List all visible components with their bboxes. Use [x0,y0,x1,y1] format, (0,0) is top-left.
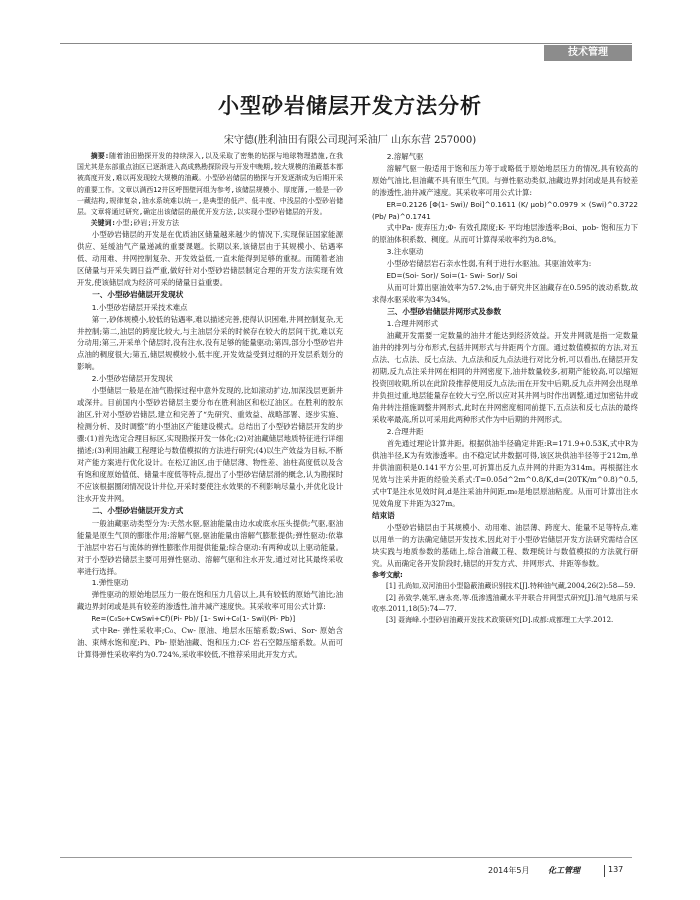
subsection-heading: 3.注水驱动 [386,247,424,257]
journal-name: 化工管理 [548,865,580,875]
paragraph: 首先通过理论计算井距。根据供油半径确定井距:R=171.9+0.53K,式中R为供油半径,K为有效渗透率。由不稳定试井数据可得,该区块供油半径等于212m,单井供油面积是0.141平方公里,可折算出反九点井网的井距为314m。再根据注水见效与注采井距的经验关系式:T=0.05d^2m^0.8/K,d=(20TK/m^0.8)^0.5,式中T是注水见效时间,d是注采油井间距,m₀是地层原油粘度。从而可计算出注水见效角度下井距为327m。 [372,438,638,508]
footer-rule [60,857,632,858]
paragraph: 小型砂岩储层由于其规模小、动用难、油层薄、跨度大、能量不足等特点,难以用单一的方法确定储层开发技术,因此对于小型砂岩储层开发方法研究需结合区块实践与地质参数的基础上,综合油藏工程、数理统计与数值模拟的方法就行研究。从而确定各开发阶段时,储层的开发方式、井网形式、井距等参数。 [372,523,638,569]
subsection-heading: 1.弹性驱动 [91,578,129,588]
references-heading: 参考文献: [372,571,403,580]
section-heading: 三、小型砂岩储层井网形式及参数 [387,306,502,316]
subsection-heading: 1.合理井网形式 [386,319,439,329]
section-label: 技术管理 [544,45,632,61]
abstract-label: 摘要: [90,152,110,160]
intro-paragraph: 小型砂岩储层的开发是在优质油区储量越来越少的情况下,实现保证国家能源供应、延缓油气产量递减的重要课题。长期以来,该储层由于其规模小、钻遇率低、动用难、井网控制复杂、开发效益低,一直未能得到足够的重视。而随着老油区储量与开采失调日益严重,做好针对小型砂岩储层制定合理的开发方法实现有效开发,使该储层成为经济可采的储量日益重要。 [77,230,343,288]
author-line: 宋守德(胜利油田有限公司现河采油厂 山东东营 257000) [223,135,477,146]
left-column [77,151,343,661]
subsection-heading: 2.合理井距 [386,426,424,436]
keywords-label: 关键词: [90,219,116,228]
reference-item: [1] 孔尚如,双河油田小型隐蔽油藏识别技术[J].特种油气藏,2004,26(2):58—59. [386,582,636,591]
paragraph: 从而可计算出驱油效率为57.2%,由于研究井区油藏存在0.595的波动系数,故求得水驱采收率为34%。 [372,282,638,304]
subsection-heading: 2.小型砂岩储层开发现状 [91,374,173,384]
paragraph: 第一,砂体规模小,较低的钻遇率,难以描述完善,使得认识困难,井网控制复杂,无井控制;第二,油层的跨度比较大,与主油层分采的时候存在较大的层间干扰,难以充分动用;第三,开采单个储层时,没有注水,没有足够的能量驱动;第四,部分小型砂岩井点油的稠度很大;第五,储层规模较小,低丰度,开发效益受到过细的开发层系划分的影响。 [77,314,343,372]
section-heading: 二、小型砂岩储层开发方式 [92,506,184,516]
keywords-text: 小型;砂岩;开发方法 [115,219,180,228]
subsection-heading: 1.小型砂岩储层开采技术难点 [91,302,188,312]
paragraph: 式中Pa- 废弃压力;Φ- 有效孔隙度;K- 平均地层渗透率;Boi、μob- 饱和压力下的原油体积系数、稠度。从而可计算得采收率约为8.8%。 [372,223,638,245]
issue-date: 2014年5月 [488,866,530,875]
reference-item: [3] 聂海峰.小型砂岩油藏开发技术政策研究[D].成都:成都理工大学.2012. [386,616,614,625]
formula: ED=(Soi- Sor)/ Soi=(1- Swi- Sor)/ Soi [386,271,518,281]
paragraph: 弹性驱动的原始地层压力一般在饱和压力几倍以上,具有较低的原始气油比;油藏边界封闭或是具有较差的渗透性,油井减产速度快。其采收率可用公式计算: [77,590,343,612]
formula: Re=(C₀S₀+CwSwi+Cf)(Pi- Pb)/ [1- Swi+C₀(1- Swi)(Pi- Pb)] [91,614,296,624]
header-rule [60,43,632,44]
reference-item: [2] 孙致学,姚军,唐永亮,等.低渗透油藏水平井联合井网型式研究[J].油气地质与采收率.2011,18(5):74—77. [372,593,638,614]
abstract [77,151,343,218]
paragraph: 溶解气驱一般适用于饱和压力等于或略低于原始地层压力的情况,具有较高的原始气油比,但油藏不具有原生气顶。与弹性驱动类似,油藏边界封闭或是具有较差的渗透性,油井减产速度。其采收率可用公式计算: [372,163,638,197]
section-heading: 结束语 [372,510,395,520]
formula: ER=0.2126 [Φ(1- Swi)/ Boi]^0.1611 (K/ μob)^0.0979 × (Swi)^0.3722 (Pb/ Pa)^0.1741 [372,199,638,221]
references [372,570,638,627]
page-number: 137 [608,865,624,874]
subsection-heading: 2.溶解气驱 [386,152,424,161]
paragraph: 小型砂岩储层岩石亲水性弱,有利于进行水驱油。其驱油效率为: [386,259,592,269]
paragraph: 一般油藏驱动类型分为:天然水驱,驱油能量由边水或底水压头提供;气驱,驱油能量是原生气顶的膨胀作用;溶解气驱,驱油能量由溶解气膨胀提供;弹性驱动:依靠于油层中岩石与流体的弹性膨胀作用提供能量;综合驱动:有两种或以上驱动能量。对于小型砂岩储层主要可用弹性驱动、溶解气驱和注水开发,通过对比其最终采收率进行选择。 [77,518,343,576]
paragraph: 油藏开发需要一定数量的油井才能达到经济效益。开发井网就是指一定数量油井的排列与分布形式,包括井网形式与井距两个方面。通过数值模拟的方法,对五点法、七点法、反七点法、九点法和反九点法进行对比分析,可以看出,在储层开发初期,反九点注采井网在相同的井网密度下,油井数量较多,初期产能较高,可以缩短投资回收期,所以在此阶段推荐使用反九点法;而在开发中后期,反九点井网会出现单井负担过重,地层能量存在较大亏空,所以应对其井网与时作出调整,通过加密钻井或角井转注措施调整井网形式,此时在井网密度相同前提下,五点法和反七点法的最终采收率最高,所以可采用此两种形式作为中后期的井网形式。 [372,331,638,424]
section-heading: 一、小型砂岩储层开发现状 [92,290,184,300]
paragraph: 式中Re- 弹性采收率;C₀、Cw- 原油、地层水压缩系数;Swi、Sor- 原始含油、束缚水饱和度;Pi、Pb- 原始油藏、饱和压力;Cf- 岩石空隙压缩系数。从而可计算得弹性采收率约为0.724%,采收率较低,不推荐采用此开发方式。 [77,626,343,660]
article-title: 小型砂岩储层开发方法分析 [218,94,482,118]
right-column [372,151,638,627]
abstract-text: 随着油田勘探开发的持续深入,以及采取了密集的钻探与地球物理措施,在我国尤其是东部重点油区已逐渐进入高成熟勘探阶段与开发中晚期,较大规模的油藏基本都被高度开发,难以再发现较大规模的油藏。小型砂岩储层的勘探与开发逐渐成为后期开采的重要工作。文章以满西12井区呼图壁河组为参考,该储层规模小、厚度薄,一般是一砂一藏结构,规律复杂,油水系统难以统一,是典型的低产、低丰度、中浅层的小型砂岩储层。文章将通过研究,确定出该储层的最优开发方法,以实现小型砂岩储层的开发。 [77,152,343,216]
footer-divider [604,865,605,877]
paragraph: 小型储层一般是在油气勘探过程中意外发现的,比如滚动扩边,加深浅层更新井或深井。目前国内小型砂岩储层主要分布在胜利油区和松辽油区。在胜利的胶东油区,针对小型砂岩储层,建立和完善了“先研究、重效益、战略部署、逐步实施、检测分析、及时调整”的小型油区产能建设模式。总结出了小型砂岩储层开发的步骤:(1)首先选定合理目标区,实现勘探开发一体化;(2)对油藏储层地质特征进行详细描述;(3)利用油藏工程理论与数值模拟的方法进行研究;(4)以生产效益为目标,不断对产能方案进行优化设计。在松辽油区,由于储层薄、物性差、油柱高度低以及含有饱和度原始值低、储量丰度低等特点,提出了小型砂岩储层滑的概念,认为勘探时不应该根据圈闭情况设计井位,开采时要使注水效果的不利影响尽量小,并优化设计注水开发井网。 [77,386,343,504]
keywords [77,218,343,229]
